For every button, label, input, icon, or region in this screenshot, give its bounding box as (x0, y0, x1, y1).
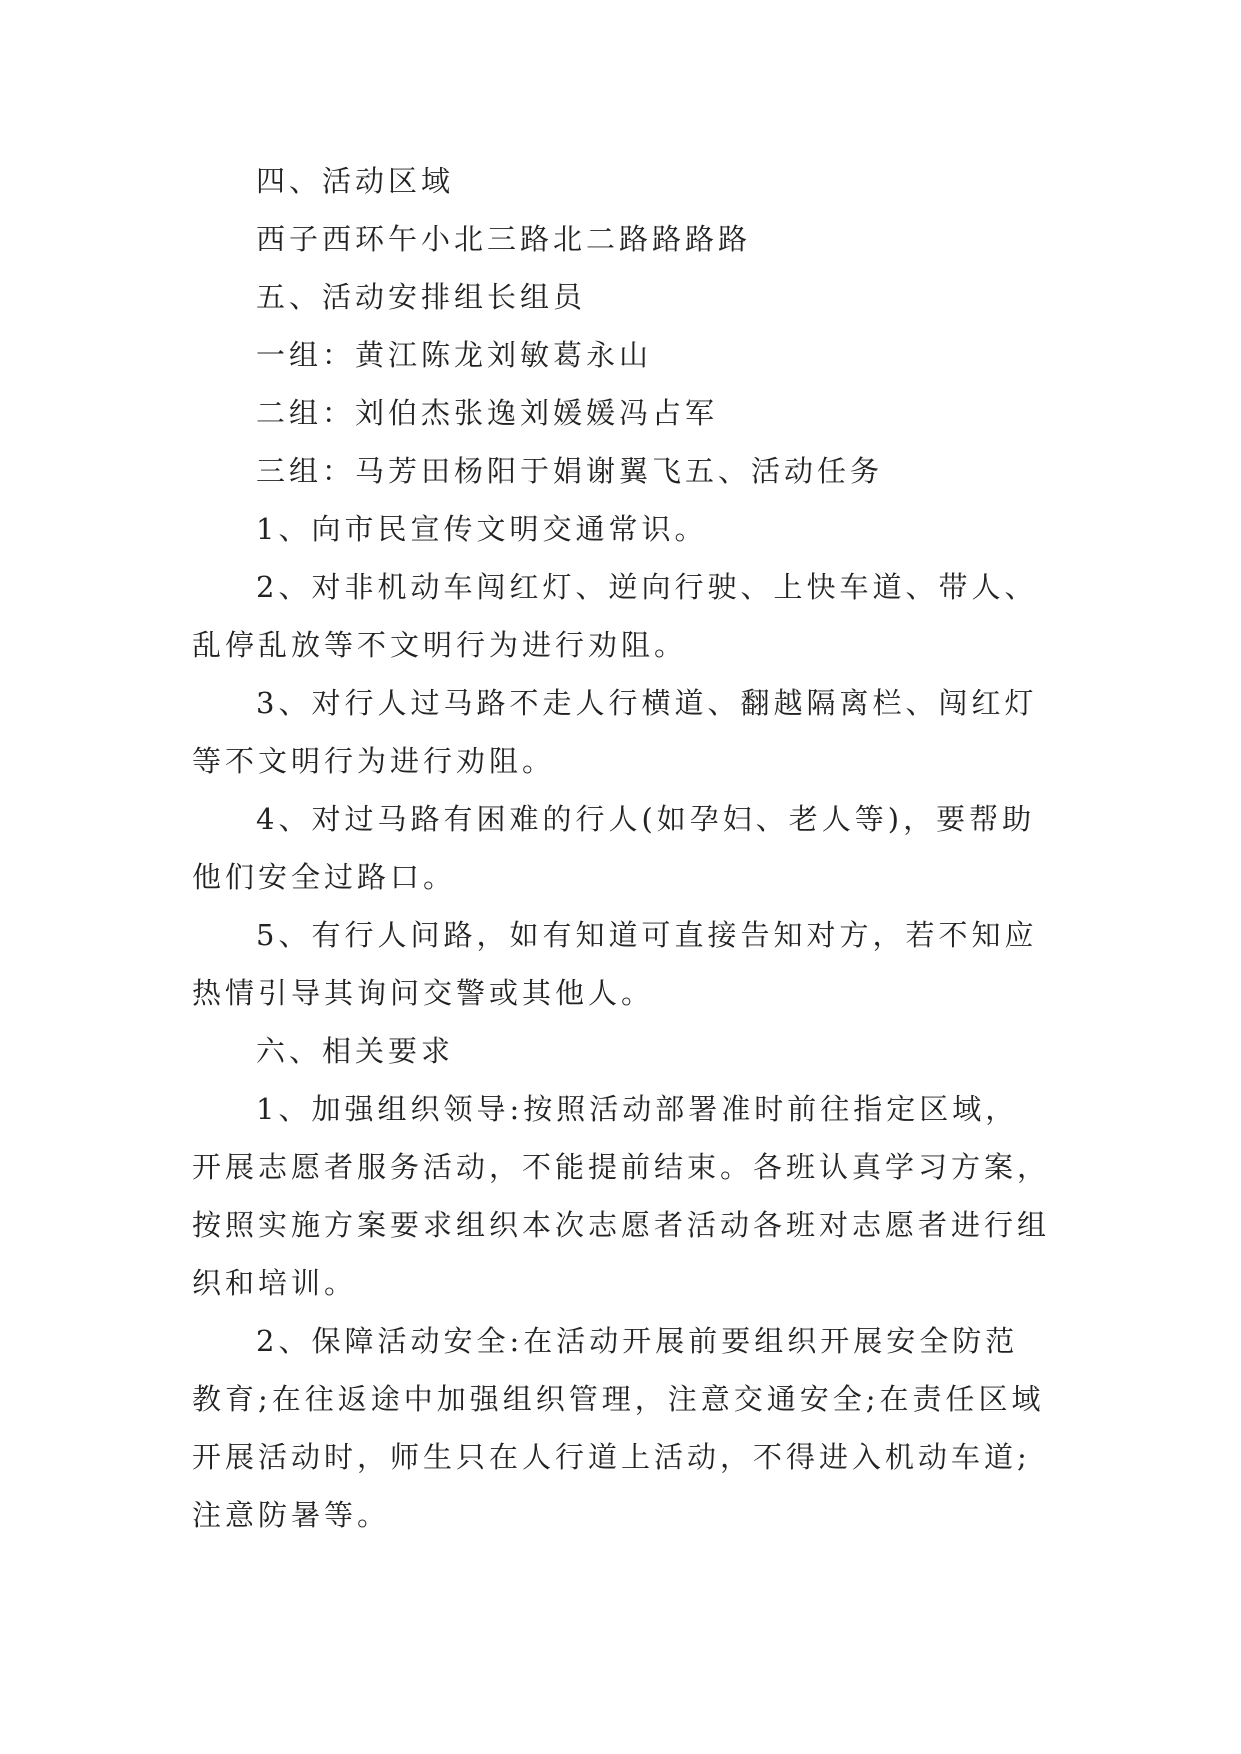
task-item-5: 5、有行人问路，如有知道可直接告知对方，若不知应热情引导其询问交警或其他人。 (192, 918, 1038, 1010)
requirement-item-2: 2、保障活动安全:在活动开展前要组织开展安全防范教育;在往返途中加强组织管理，注意交通安全;在责任区域开展活动时，师生只在人行道上活动，不得进入机动车道;注意防暑等。 (192, 1324, 1045, 1532)
task-item-3: 3、对行人过马路不走人行横道、翻越隔离栏、闯红灯等不文明行为进行劝阻。 (192, 686, 1038, 778)
task-item-2: 2、对非机动车闯红灯、逆向行驶、上快车道、带人、乱停乱放等不文明行为进行劝阻。 (192, 570, 1038, 662)
group-two-text: 二组：刘伯杰张逸刘媛媛冯占军 (256, 396, 719, 430)
section-heading-activity-arrangement: 五、活动安排组长组员 (256, 280, 587, 314)
task-item-4: 4、对过马路有困难的行人(如孕妇、老人等)，要帮助他们安全过路口。 (192, 802, 1036, 894)
group-three-text: 三组：马芳田杨阳于娟谢翼飞五、活动任务 (256, 454, 884, 488)
section-heading-activity-area: 四、活动区域 (256, 164, 455, 198)
group-one-text: 一组：黄江陈龙刘敏葛永山 (256, 338, 653, 372)
document-body (192, 152, 1050, 1544)
task-item-1: 1、向市民宣传文明交通常识。 (256, 512, 708, 546)
section-heading-requirements: 六、相关要求 (256, 1034, 455, 1068)
requirement-item-1: 1、加强组织领导:按照活动部署准时前往指定区域，开展志愿者服务活动，不能提前结束。各班认真学习方案，按照实施方案要求组织本次志愿者活动各班对志愿者进行组织和培训。 (192, 1092, 1051, 1300)
activity-area-text: 西子西环午小北三路北二路路路路 (256, 222, 752, 256)
